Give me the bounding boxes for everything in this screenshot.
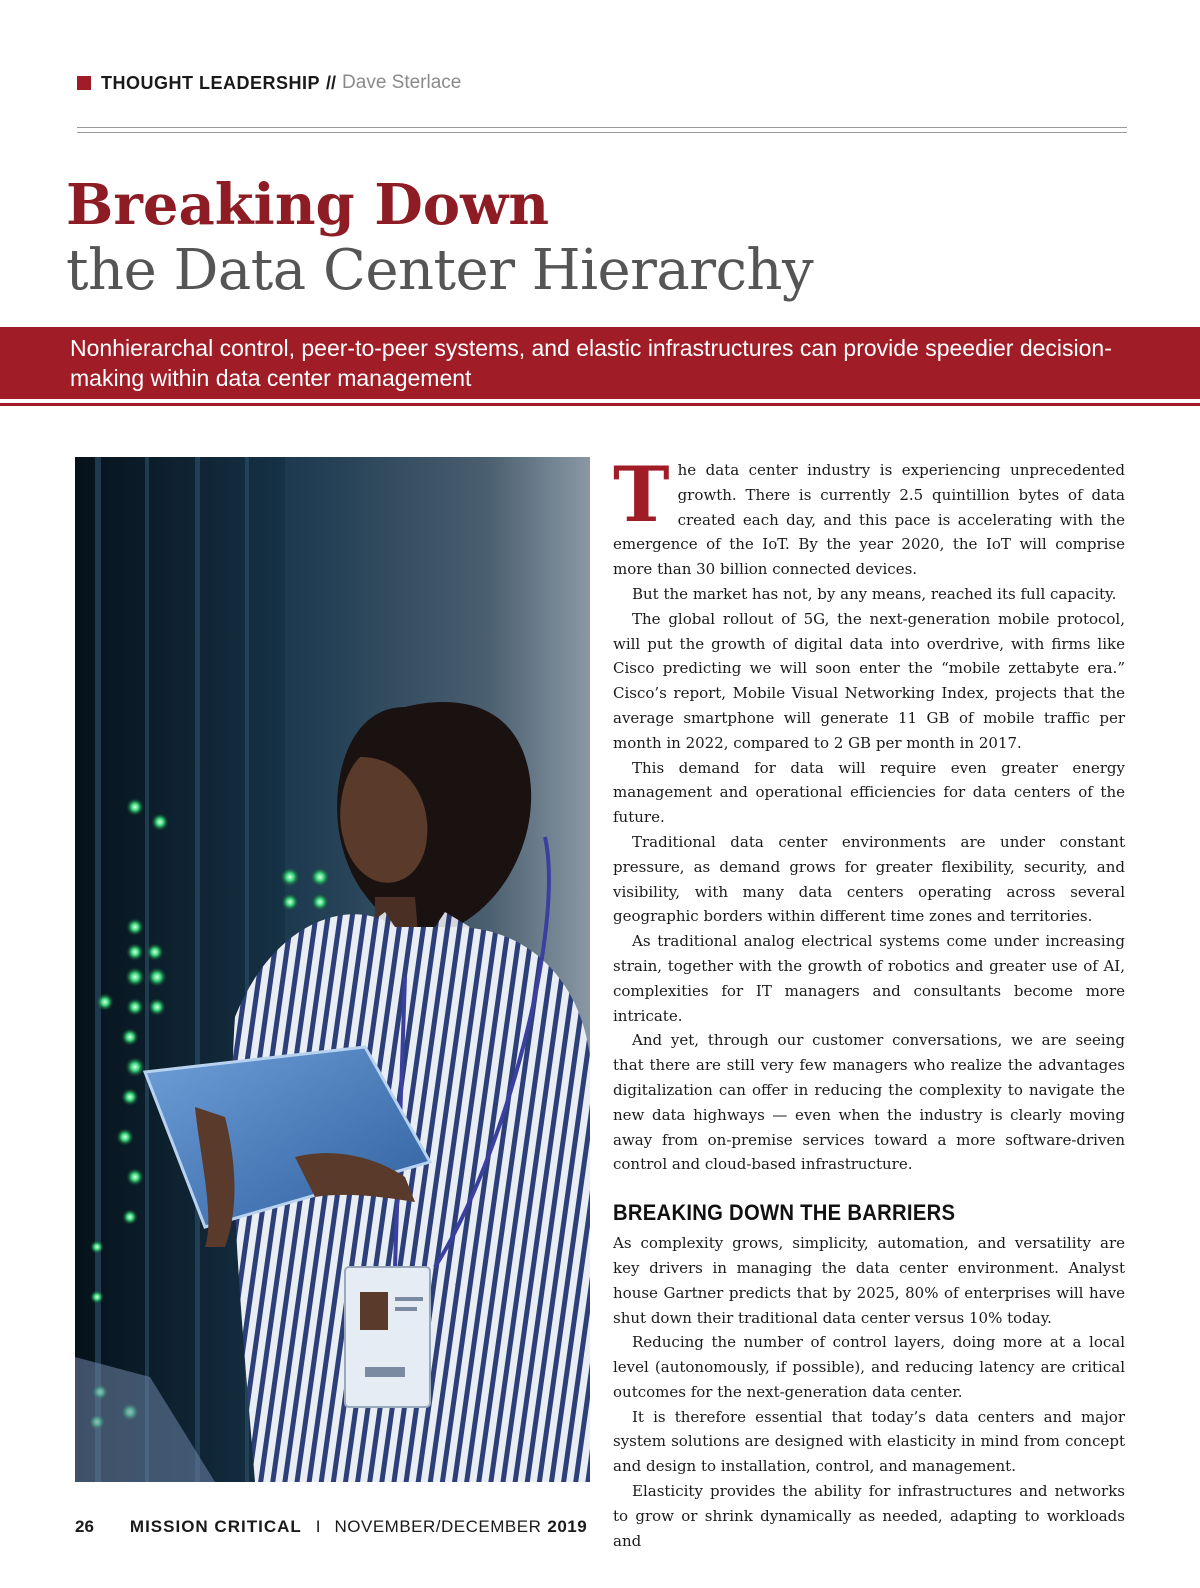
header-separator: // (326, 72, 337, 93)
dek-text: Nonhierarchal control, peer-to-peer systems, and elastic infrastructures can provide speedier decision-making within data center management (70, 335, 1112, 391)
paragraph-4: This demand for data will require even greater energy management and operational efficiencies for data centers of the future. (613, 758, 1125, 827)
paragraph-8: As complexity grows, simplicity, automation, and versatility are key drivers in managing the data center environment. Analyst house Gartner predicts that by 2025, 80% of enterprises will have shut down their traditional data center versus 10% today. (613, 1234, 1125, 1327)
issue-year: 2019 (547, 1517, 588, 1536)
drop-cap: T (613, 450, 670, 539)
author-name: Dave Sterlace (342, 72, 462, 93)
article-photo (75, 457, 590, 1482)
footer-divider: I (315, 1517, 321, 1536)
paragraph-2: But the market has not, by any means, reached its full capacity. (632, 584, 1117, 603)
subhead: BREAKING DOWN THE BARRIERS (613, 1200, 956, 1226)
paragraph-3: The global rollout of 5G, the next-generation mobile protocol, will put the growth of digital data into overdrive, with firms like Cisco predicting we will soon enter the “mobile zettabyte era.” Cisco’s report, Mobile Visual Networking Index, projects that the average smartphone will generate 11 GB of mobile traffic per month in 2022, compared to 2 GB per month in 2017. (613, 609, 1125, 752)
title-line-2: the Data Center Hierarchy (66, 238, 814, 303)
paragraph-6: As traditional analog electrical systems come under increasing strain, together with the growth of robotics and greater use of AI, complexities for IT managers and consultants become more intricate. (613, 932, 1125, 1025)
paragraph-11: Elasticity provides the ability for infrastructures and networks to grow or shrink dynamically as needed, adapting to workloads and (613, 1482, 1125, 1550)
page-number: 26 (75, 1517, 94, 1536)
photo-illustration (75, 457, 590, 1482)
paragraph-9: Reducing the number of control layers, doing more at a local level (autonomously, if possible), and reducing latency are critical outcomes for the next-generation data center. (613, 1333, 1125, 1401)
header-rule-bottom (77, 132, 1127, 133)
article-body (613, 450, 1125, 1553)
magazine-name: MISSION CRITICAL (129, 1517, 302, 1536)
paragraph-5: Traditional data center environments are under constant pressure, as demand grows for greater flexibility, security, and visibility, with many data centers operating across several geographic borders within different time zones and territories. (613, 832, 1125, 926)
page-footer (75, 1517, 587, 1537)
paragraph-1-text: he data center industry is experiencing unprecedented growth. There is currently 2.5 quintillion bytes of data created each day, and this pace is accelerating with the emergence of the IoT. By the year 2020, the IoT will comprise more than 30 billion connected devices. (613, 461, 1125, 579)
issue-date: NOVEMBER/DECEMBER (334, 1517, 542, 1536)
dek-band-underline (0, 403, 1200, 406)
title-line-1: Breaking Down (66, 172, 550, 238)
section-marker (77, 76, 91, 90)
paragraph-7: And yet, through our customer conversations, we are seeing that there are still very few managers who realize the advantages digitalization can offer in reducing the complexity to navigate the new data highways — even when the industry is clearly moving away from on-premise services toward a more software-driven control and cloud-based infrastructure. (613, 1031, 1125, 1174)
paragraph-10: It is therefore essential that today’s data centers and major system solutions are designed with elasticity in mind from concept and design to installation, control, and management. (613, 1407, 1125, 1476)
paragraph-1 (613, 450, 1125, 582)
header-rule-top (77, 127, 1127, 128)
running-header (77, 70, 461, 96)
section-label: THOUGHT LEADERSHIP (101, 72, 321, 93)
